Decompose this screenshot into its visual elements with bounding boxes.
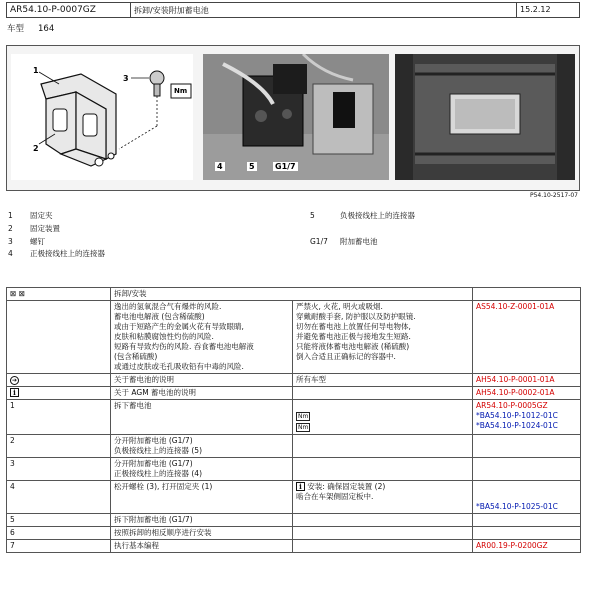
legend-item: 5 负极接线柱上的连接器 <box>310 211 415 220</box>
callout-1: 1 <box>33 66 39 75</box>
ref-link[interactable]: AR54.10-P-0005GZ <box>476 401 548 410</box>
tool-icon: ⊠ <box>18 289 25 298</box>
table-row <box>7 514 581 527</box>
callout-2: 2 <box>33 144 39 153</box>
info-icon: i <box>296 482 305 491</box>
nm-torque-icon: Nm <box>298 413 309 420</box>
table-row <box>7 374 581 387</box>
table-row <box>7 527 581 540</box>
model-value: 164 <box>38 24 55 34</box>
battery-location-photo <box>395 54 575 180</box>
ref-link[interactable]: AH54.10-P-0001-01A <box>473 374 581 387</box>
doc-title: 拆卸/安装附加蓄电池 <box>131 3 517 17</box>
doc-number: AR54.10-P-0007GZ <box>7 3 131 17</box>
callout-5: 5 <box>249 162 255 171</box>
header-title: 拆卸/安装 <box>111 288 473 301</box>
row-text: 关于蓄电池的说明 <box>111 374 293 387</box>
step-number: 2 <box>7 435 111 458</box>
doc-date: 15.2.12 <box>520 5 551 14</box>
table-row <box>7 400 581 435</box>
callout-3: 3 <box>123 74 129 83</box>
figure-reference: P54.10-2517-07 <box>529 192 578 199</box>
bracket-drawing <box>11 54 193 180</box>
header-icons <box>7 288 111 301</box>
step-text: 执行基本编程 <box>111 540 293 553</box>
warning-hazards: 逸出的氢氧混合气有爆炸的风险. 蓄电池电解液 (包含稀硫酸) 或由于短路产生的金属火花有导致眼睛, 皮肤和粘膜腐蚀性灼伤的风险. 短路有导致灼伤的风险. 吞食蓄电池电解液 (包含稀硫酸) 或通过皮肤或毛孔吸收铅有中毒的风险. <box>111 301 293 374</box>
vehicle-model <box>7 22 68 34</box>
callout-4: 4 <box>217 162 223 171</box>
reference-circle-icon: ➔ <box>11 377 18 384</box>
callout-g17: G1/7 <box>275 162 296 171</box>
info-icon: i <box>10 388 19 397</box>
nm-torque-icon: Nm <box>298 424 309 431</box>
step-number: 4 <box>7 481 111 514</box>
step-text: 按照拆卸的相反顺序进行安装 <box>111 527 293 540</box>
step-number: 1 <box>7 400 111 435</box>
table-row <box>7 387 581 400</box>
table-row <box>7 540 581 553</box>
legend-item: G1/7 附加蓄电池 <box>310 237 378 246</box>
step-text: 分开附加蓄电池 (G1/7) 负极接线柱上的连接器 (5) <box>111 435 293 458</box>
legend-item: 4 正极接线柱上的连接器 <box>8 249 105 258</box>
table-row <box>7 481 581 514</box>
screw-icon <box>150 71 164 96</box>
step-text: 拆下附加蓄电池 (G1/7) <box>111 514 293 527</box>
battery-connector-photo <box>203 54 389 180</box>
step-number: 7 <box>7 540 111 553</box>
step-note: i 安装: 确保固定装置 (2) 啮合在车架侧固定板中. <box>293 481 473 514</box>
trunk-photo-illustration <box>395 54 575 180</box>
step-text: 分开附加蓄电池 (G1/7) 正极接线柱上的连接器 (4) <box>111 458 293 481</box>
warning-ref-link[interactable]: AS54.10-Z-0001-01A <box>473 301 581 374</box>
ref-link[interactable]: AH54.10-P-0002-01A <box>473 387 581 400</box>
ref-link[interactable]: AR00.19-P-0200GZ <box>473 540 581 553</box>
step-number: 3 <box>7 458 111 481</box>
tool-icon: ⊠ <box>10 289 17 298</box>
step-number: 6 <box>7 527 111 540</box>
table-row <box>7 435 581 458</box>
table-row <box>7 458 581 481</box>
legend-item: 1 固定夹 <box>8 211 53 220</box>
row-text: 关于 AGM 蓄电池的说明 <box>111 387 293 400</box>
ref-link[interactable]: *BA54.10-P-1024-01C <box>476 421 558 430</box>
table-header-row <box>7 288 581 301</box>
legend-item: 2 固定装置 <box>8 224 60 233</box>
step-number: 5 <box>7 514 111 527</box>
ref-link[interactable]: *BA54.10-P-1012-01C <box>476 411 558 420</box>
nm-torque-icon: Nm <box>174 87 188 95</box>
procedure-table <box>6 287 581 553</box>
figure-frame <box>6 45 580 191</box>
document-header <box>6 2 580 18</box>
warning-row <box>7 301 581 374</box>
legend-item: 3 螺钉 <box>8 237 45 246</box>
step-text: 松开螺栓 (3), 打开固定夹 (1) <box>111 481 293 514</box>
model-label: 车型 <box>7 24 25 34</box>
warning-precautions: 严禁火, 火花, 明火或吸烟. 穿戴耐酸手套, 防护服以及防护眼镜. 切勿在蓄电池上放置任何导电物体, 并避免蓄电池正极与接地发生短路. 只能将液体蓄电池电解液 (稀硫酸) 倒入合适且正确标记的容器中. <box>293 301 473 374</box>
step-text: 拆下蓄电池 <box>111 400 293 435</box>
row-vehicles: 所有车型 <box>293 374 473 387</box>
ref-link[interactable]: *BA54.10-P-1025-01C <box>476 502 558 511</box>
